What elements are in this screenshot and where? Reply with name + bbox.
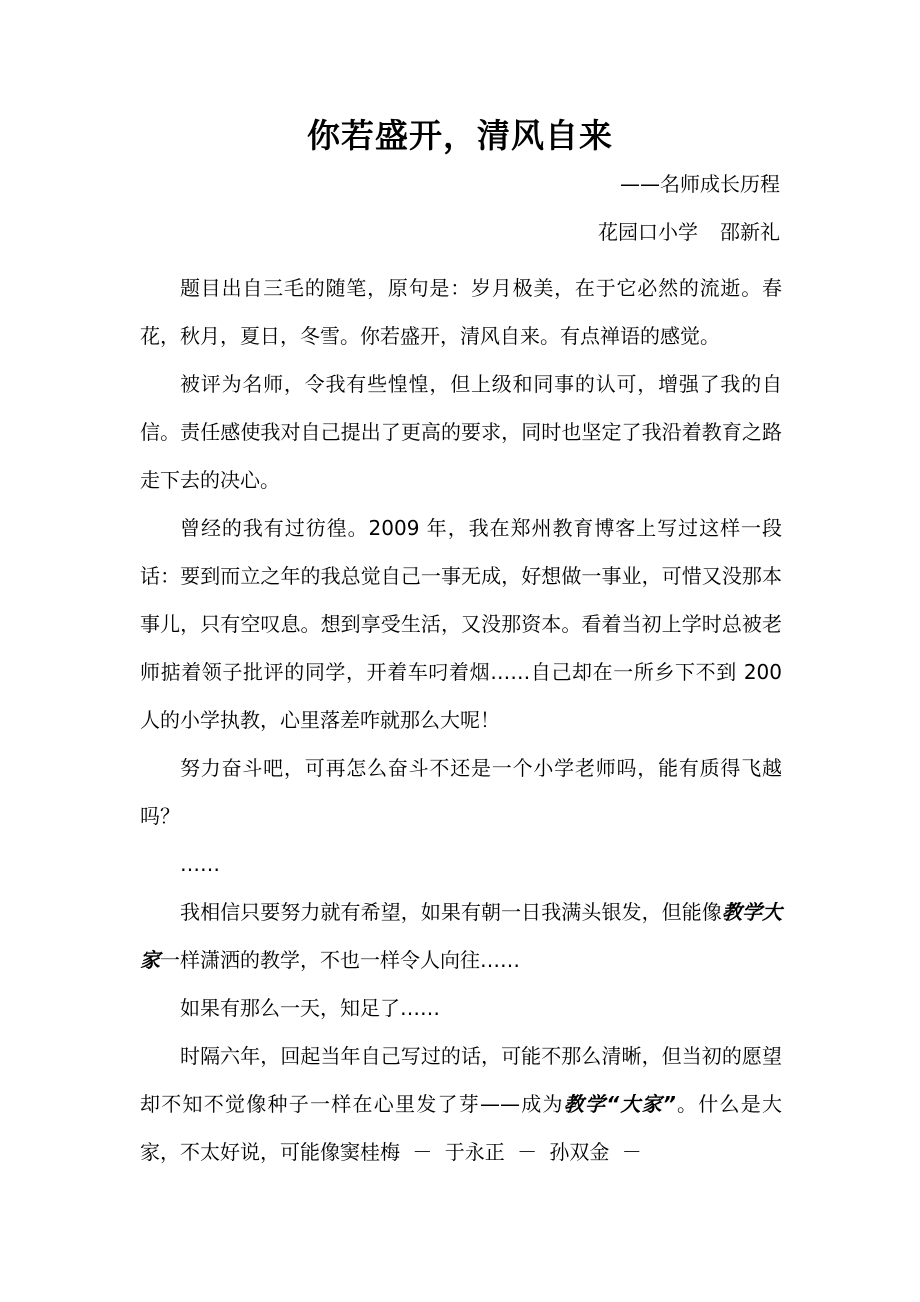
paragraph-8-before: 时隔六年，回起当年自己写过的话，可能不那么清晰，但当初的愿望却不知不觉像种子一样在心里发了芽——成为 (140, 1044, 782, 1116)
author-school: 花园口小学 (598, 220, 698, 244)
paragraph-1: 题目出自三毛的随笔，原句是：岁月极美，在于它必然的流逝。春花，秋月，夏日，冬雪。你若盛开，清风自来。有点禅语的感觉。 (140, 276, 782, 348)
paragraph-8-after: 。什么是大家，不太好说，可能像窦桂梅 － 于永正 － 孙双金 － (140, 1092, 783, 1164)
paragraph-4: 努力奋斗吧，可再怎么奋斗不还是一个小学老师吗，能有质得飞越吗？ (140, 756, 782, 828)
paragraph-6 (140, 888, 782, 984)
paragraph-7: 如果有那么一天，知足了…… (180, 996, 440, 1020)
author-line (598, 216, 780, 248)
paragraph-3: 曾经的我有过彷徨。2009 年，我在郑州教育博客上写过这样一段话：要到而立之年的我总觉自己一事无成，好想做一事业，可惜又没那本事儿，只有空叹息。想到享受生活，又没那资本。看着当初上学时总被老师掂着领子批评的同学，开着车叼着烟……自己却在一所乡下不到 200 人的小学执教，心里落差咋就那么大呢！ (140, 516, 782, 732)
paragraph-6-before: 我相信只要努力就有希望，如果有朝一日我满头银发，但能像 (180, 900, 722, 924)
paragraph-6-emphasis: 教学大家 (140, 900, 783, 972)
document-title: 你若盛开，清风自来 (307, 116, 613, 155)
paragraph-8-emphasis: 教学“大家” (563, 1092, 676, 1116)
document-subtitle: ——名师成长历程 (620, 172, 780, 196)
paragraph-5: …… (180, 852, 220, 876)
paragraph-8 (140, 1032, 782, 1176)
author-name: 邵新礼 (720, 220, 780, 244)
document-body (140, 264, 782, 1176)
paragraph-2: 被评为名师，令我有些惶惶，但上级和同事的认可，增强了我的自信。责任感使我对自己提出了更高的要求，同时也坚定了我沿着教育之路走下去的决心。 (140, 372, 782, 492)
paragraph-6-after: 一样潇洒的教学，不也一样令人向往…… (160, 948, 520, 972)
